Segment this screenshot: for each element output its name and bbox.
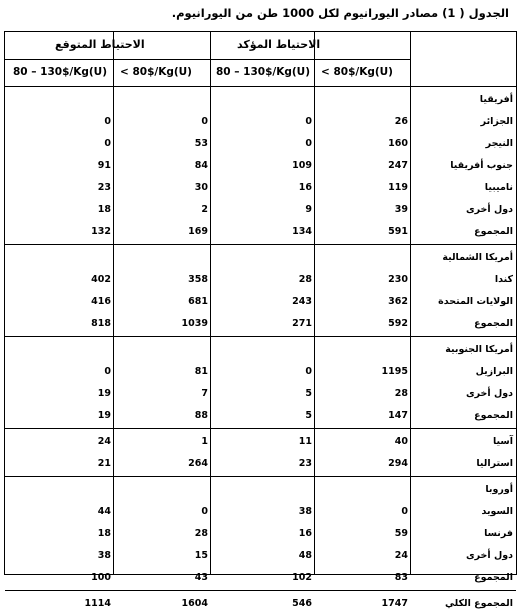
confirmed-low-cell: 0 [401, 506, 408, 517]
row-label: جنوب أفريقيا [450, 160, 513, 171]
expected-low-cell: 358 [188, 274, 208, 285]
confirmed-high-cell: 0 [305, 366, 312, 377]
row-label: دول أخرى [465, 204, 513, 215]
table-row [5, 593, 516, 615]
table-row [5, 361, 516, 383]
confirmed-low-cell: 119 [388, 182, 408, 193]
row-label: ناميبيا [484, 182, 513, 193]
confirmed-low-cell: 230 [388, 274, 408, 285]
grid-line [5, 428, 516, 429]
confirmed-low-cell: 247 [388, 160, 408, 171]
confirmed-high-cell: 243 [292, 296, 312, 307]
expected-low-cell: 1 [201, 436, 208, 447]
expected-high-cell: 100 [91, 572, 111, 583]
confirmed-low-cell: 59 [394, 528, 408, 539]
table-row [5, 545, 516, 567]
expected-high-cell: 0 [104, 138, 111, 149]
expected-high-cell: 818 [91, 318, 111, 329]
row-label: السويد [481, 506, 513, 517]
uranium-resources-table [4, 31, 517, 609]
confirmed-low-cell: 24 [394, 550, 408, 561]
row-label: النيجر [485, 138, 513, 149]
grid-line [5, 590, 516, 591]
confirmed-low-cell: 362 [388, 296, 408, 307]
row-label: دول أخرى [465, 550, 513, 561]
confirmed-low-cell: 40 [394, 436, 408, 447]
confirmed-high-cell: 11 [298, 436, 312, 447]
row-label: الجزائر [480, 116, 513, 127]
row-label: فرنسا [484, 528, 513, 539]
row-label: المجموع [474, 226, 513, 237]
grid-line [5, 476, 516, 477]
header-expected: الاحتياط المتوقع [55, 38, 145, 51]
confirmed-low-cell: 1195 [381, 366, 408, 377]
table-row [5, 269, 516, 291]
table-row [5, 567, 516, 589]
section-heading: أمريكا الجنوبية [445, 344, 513, 355]
table-row [5, 523, 516, 545]
section-heading-row [5, 339, 516, 361]
expected-low-cell: 264 [188, 458, 208, 469]
expected-low-cell: 81 [194, 366, 208, 377]
sub-header-low: < 80$/Kg(U) [321, 66, 393, 78]
row-label: المجموع [474, 572, 513, 583]
expected-high-cell: 21 [97, 458, 111, 469]
expected-low-cell: 1604 [181, 598, 208, 609]
expected-low-cell: 53 [194, 138, 208, 149]
expected-low-cell: 681 [188, 296, 208, 307]
expected-high-cell: 416 [91, 296, 111, 307]
table-row [5, 383, 516, 405]
table-row [5, 291, 516, 313]
expected-high-cell: 38 [97, 550, 111, 561]
row-label: كندا [494, 274, 513, 285]
row-label: المجموع الكلي [445, 598, 513, 609]
confirmed-low-cell: 591 [388, 226, 408, 237]
confirmed-low-cell: 26 [394, 116, 408, 127]
table-row [5, 177, 516, 199]
expected-low-cell: 169 [188, 226, 208, 237]
table-row [5, 501, 516, 523]
table-row [5, 199, 516, 221]
sub-header-high: 80 – 130$/Kg(U) [13, 66, 108, 78]
section-heading-row [5, 247, 516, 269]
expected-high-cell: 1114 [84, 598, 111, 609]
sub-header-high: 80 – 130$/Kg(U) [216, 66, 311, 78]
table-row [5, 221, 516, 243]
grid-line [5, 59, 411, 60]
expected-high-cell: 0 [104, 116, 111, 127]
grid-line [5, 86, 516, 87]
expected-high-cell: 24 [97, 436, 111, 447]
confirmed-low-cell: 294 [388, 458, 408, 469]
row-label: استراليا [476, 458, 513, 469]
expected-low-cell: 30 [194, 182, 208, 193]
confirmed-high-cell: 109 [292, 160, 312, 171]
expected-low-cell: 2 [201, 204, 208, 215]
expected-low-cell: 0 [201, 116, 208, 127]
expected-high-cell: 19 [97, 388, 111, 399]
confirmed-high-cell: 16 [298, 528, 312, 539]
confirmed-low-cell: 1747 [381, 598, 408, 609]
row-label: الولايات المتحدة [438, 296, 513, 307]
expected-high-cell: 44 [97, 506, 111, 517]
confirmed-high-cell: 0 [305, 116, 312, 127]
section-heading: أمريكا الشمالية [442, 252, 513, 263]
confirmed-high-cell: 102 [292, 572, 312, 583]
grid-line [5, 244, 516, 245]
table-row [5, 313, 516, 335]
header-confirmed: الاحتياط المؤكد [237, 38, 321, 51]
expected-high-cell: 23 [97, 182, 111, 193]
confirmed-high-cell: 5 [305, 388, 312, 399]
expected-low-cell: 28 [194, 528, 208, 539]
expected-high-cell: 91 [97, 160, 111, 171]
row-label: دول أخرى [465, 388, 513, 399]
confirmed-low-cell: 39 [394, 204, 408, 215]
expected-high-cell: 132 [91, 226, 111, 237]
table-row [5, 453, 516, 475]
table-row [5, 155, 516, 177]
expected-low-cell: 15 [194, 550, 208, 561]
expected-low-cell: 1039 [181, 318, 208, 329]
expected-high-cell: 0 [104, 366, 111, 377]
section-heading-row [5, 89, 516, 111]
row-label: المجموع [474, 410, 513, 421]
expected-high-cell: 18 [97, 204, 111, 215]
expected-low-cell: 7 [201, 388, 208, 399]
table-row [5, 431, 516, 453]
table-row [5, 405, 516, 427]
expected-low-cell: 88 [194, 410, 208, 421]
confirmed-low-cell: 592 [388, 318, 408, 329]
table-title: الجدول ( 1) مصادر اليورانيوم لكل 1000 طن من اليورانيوم. [171, 6, 509, 20]
confirmed-high-cell: 271 [292, 318, 312, 329]
section-heading: أفريقيا [479, 94, 513, 105]
section-heading-row [5, 479, 516, 501]
section-heading: أوروبا [485, 484, 513, 495]
expected-high-cell: 18 [97, 528, 111, 539]
expected-low-cell: 84 [194, 160, 208, 171]
row-label: آسيا [492, 436, 513, 447]
confirmed-high-cell: 38 [298, 506, 312, 517]
confirmed-high-cell: 5 [305, 410, 312, 421]
confirmed-high-cell: 23 [298, 458, 312, 469]
confirmed-low-cell: 28 [394, 388, 408, 399]
row-label: المجموع [474, 318, 513, 329]
table-row [5, 111, 516, 133]
sub-header-low: < 80$/Kg(U) [120, 66, 192, 78]
confirmed-high-cell: 28 [298, 274, 312, 285]
confirmed-high-cell: 546 [292, 598, 312, 609]
confirmed-high-cell: 0 [305, 138, 312, 149]
grid-line [5, 336, 516, 337]
expected-low-cell: 0 [201, 506, 208, 517]
confirmed-high-cell: 48 [298, 550, 312, 561]
confirmed-low-cell: 160 [388, 138, 408, 149]
table-row [5, 133, 516, 155]
confirmed-high-cell: 9 [305, 204, 312, 215]
confirmed-high-cell: 16 [298, 182, 312, 193]
expected-low-cell: 43 [194, 572, 208, 583]
confirmed-high-cell: 134 [292, 226, 312, 237]
expected-high-cell: 19 [97, 410, 111, 421]
row-label: البرازيل [475, 366, 513, 377]
expected-high-cell: 402 [91, 274, 111, 285]
confirmed-low-cell: 147 [388, 410, 408, 421]
confirmed-low-cell: 83 [394, 572, 408, 583]
